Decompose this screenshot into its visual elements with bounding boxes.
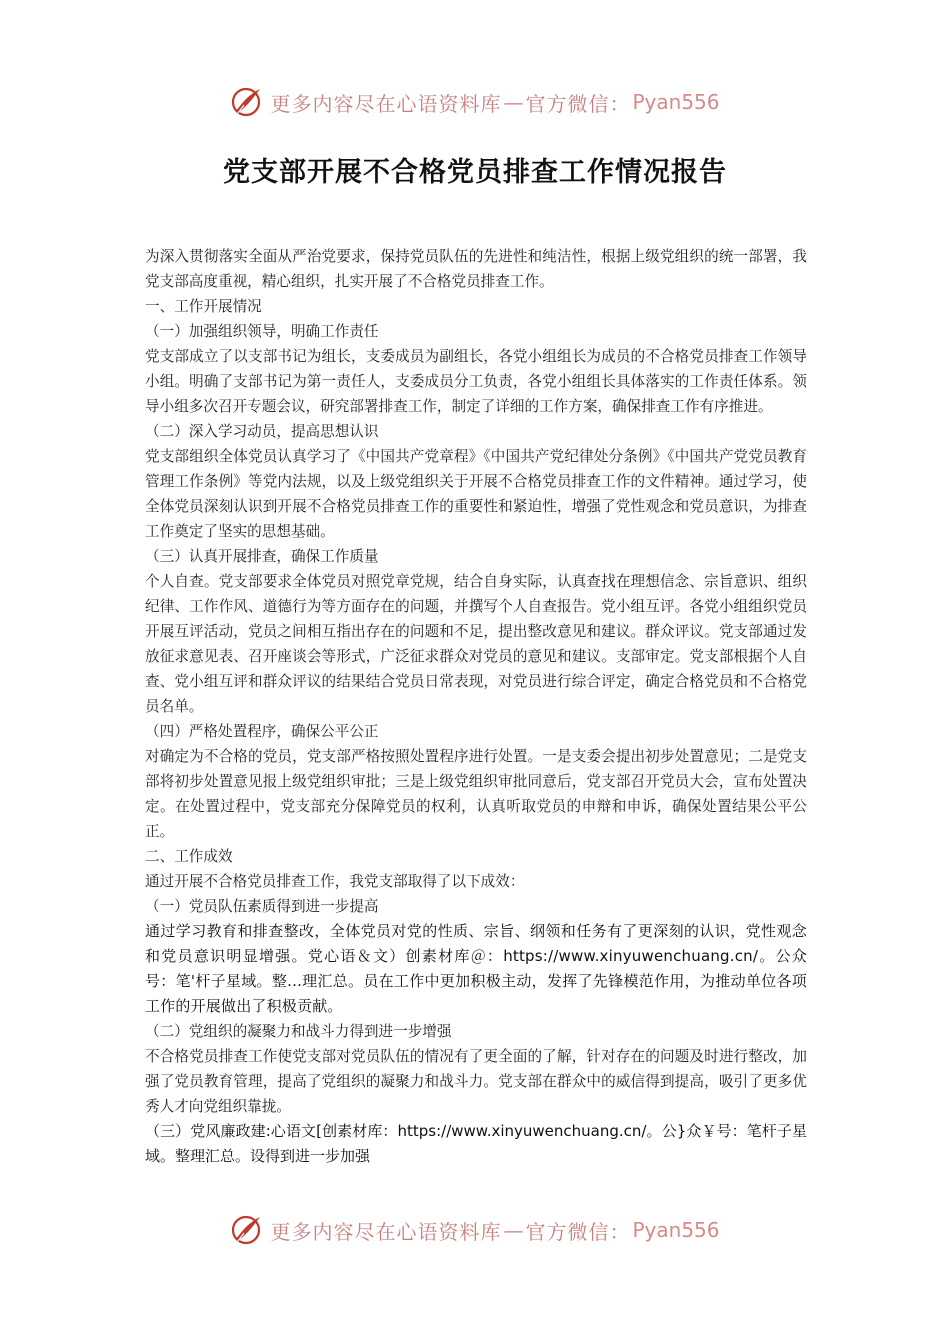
- banner-wechat-label: 官方微信：: [525, 91, 631, 116]
- document-title: 党支部开展不合格党员排查工作情况报告: [223, 157, 727, 188]
- subheading-1-2: （二）深入学习动员，提高思想认识: [145, 423, 379, 440]
- quill-logo-icon: [230, 85, 264, 119]
- paragraph-1-3: 个人自查。党支部要求全体党员对照党章党规，结合自身实际，认真查找在理想信念、宗旨意识、组织纪律、工作作风、道德行为等方面存在的问题，并撰写个人自查报告。党小组互评。各党小组组织党员开展互评活动，党员之间相互指出存在的问题和不足，提出整改意见和建议。群众评议。党支部通过发放征求意见表、召开座谈会等形式，广泛征求群众对党员的意见和建议。支部审定。党支部根据个人自查、党小组互评和群众评议的结果结合党员日常表现，对党员进行综合评定，确定合格党员和不合格党员名单。: [145, 573, 807, 715]
- paragraph-intro: 为深入贯彻落实全面从严治党要求，保持党员队伍的先进性和纯洁性，根据上级党组织的统一部署，我党支部高度重视，精心组织，扎实开展了不合格党员排查工作。: [145, 248, 807, 290]
- subheading-2-1: （一）党员队伍素质得到进一步提高: [145, 898, 379, 915]
- banner-wechat-id: Pyan556: [632, 90, 720, 114]
- header-watermark-banner: [0, 82, 950, 122]
- subheading-1-1: （一）加强组织领导，明确工作责任: [145, 323, 379, 340]
- paragraph-2-1: 通过学习教育和排查整改，全体党员对党的性质、宗旨、纲领和任务有了更深刻的认识，党性观念和党员意识明显增强。党心语＆文）创素材库＠：https://www.xinyuwenchuang.cn/。公众号：笔'杆子星域。整...理汇总。员在工作中更加积极主动，发挥了先锋模范作用，为推动单位各项工作的开展做出了积极贡献。: [145, 922, 807, 1015]
- subheading-1-4: （四）严格处置程序，确保公平公正: [145, 723, 379, 740]
- subheading-2-3: （三）党风廉政建:心语文[创素材库：https://www.xinyuwenchuang.cn/。公}众￥号：笔杆子星域。整理汇总。设得到进一步加强: [145, 1122, 807, 1165]
- footer-watermark-banner: [0, 1210, 950, 1250]
- paragraph-2-2: 不合格党员排查工作使党支部对党员队伍的情况有了更全面的了解，针对存在的问题及时进行整改，加强了党员教育管理，提高了党组织的凝聚力和战斗力。党支部在群众中的威信得到提高，吸引了更多优秀人才向党组织靠拢。: [145, 1048, 807, 1115]
- heading-section-1: 一、工作开展情况: [145, 298, 262, 315]
- banner-main-text: 更多内容尽在心语资料库: [270, 91, 502, 116]
- banner-separator: —: [503, 1218, 524, 1242]
- banner-main-text: 更多内容尽在心语资料库: [270, 1219, 502, 1244]
- banner-separator: —: [503, 90, 524, 114]
- heading-section-2: 二、工作成效: [145, 848, 233, 865]
- banner-wechat-id: Pyan556: [632, 1218, 720, 1242]
- document-body: [145, 244, 807, 1169]
- subheading-1-3: （三）认真开展排查，确保工作质量: [145, 548, 379, 565]
- subheading-2-2: （二）党组织的凝聚力和战斗力得到进一步增强: [145, 1023, 452, 1040]
- banner-wechat-label: 官方微信：: [525, 1219, 631, 1244]
- paragraph-1-2: 党支部组织全体党员认真学习了《中国共产党章程》《中国共产党纪律处分条例》《中国共产党党员教育管理工作条例》等党内法规，以及上级党组织关于开展不合格党员排查工作的文件精神。通过学习，使全体党员深刻认识到开展不合格党员排查工作的重要性和紧迫性，增强了党性观念和党员意识，为排查工作奠定了坚实的思想基础。: [145, 448, 807, 540]
- paragraph-1-4: 对确定为不合格的党员，党支部严格按照处置程序进行处置。一是支委会提出初步处置意见；二是党支部将初步处置意见报上级党组织审批；三是上级党组织审批同意后，党支部召开党员大会，宣布处置决定。在处置过程中，党支部充分保障党员的权利，认真听取党员的申辩和申诉，确保处置结果公平公正。: [145, 748, 807, 840]
- quill-logo-icon: [230, 1213, 264, 1247]
- paragraph-2-intro: 通过开展不合格党员排查工作，我党支部取得了以下成效：: [145, 873, 525, 890]
- paragraph-1-1: 党支部成立了以支部书记为组长，支委成员为副组长，各党小组组长为成员的不合格党员排查工作领导小组。明确了支部书记为第一责任人，支委成员分工负责，各党小组组长具体落实的工作责任体系。领导小组多次召开专题会议，研究部署排查工作，制定了详细的工作方案，确保排查工作有序推进。: [145, 348, 807, 415]
